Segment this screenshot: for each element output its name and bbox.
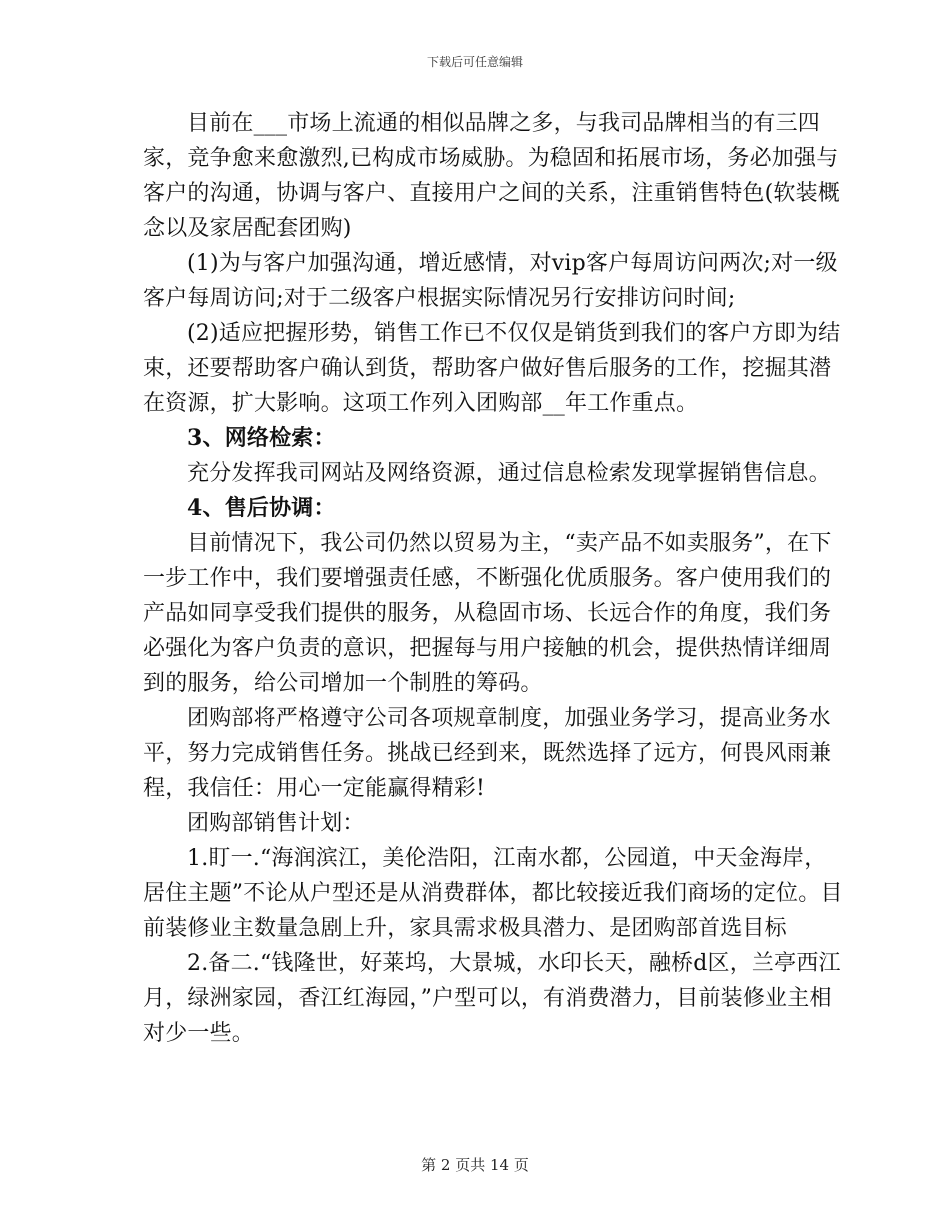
paragraph: 充分发挥我司网站及网络资源，通过信息检索发现掌握销售信息。 [187,461,831,486]
paragraph: 目前情况下，我公司仍然以贸易为主，“卖产品不如卖服务”，在下一步工作中，我们要增强责任感，不断强化优质服务。客户使用我们的产品如同享受我们提供的服务，从稳固市场、长远合作的角度，我们务必强化为客户负责的意识，把握每与用户接触的机会，提供热情详细周到的服务，给公司增加一个制胜的筹码。 [143,531,832,696]
paragraph: 目前在___市场上流通的相似品牌之多，与我司品牌相当的有三四家，竞争愈来愈激烈,已构成市场威胁。为稳固和拓展市场，务必加强与客户的沟通，协调与客户、直接用户之间的关系，注重销售特色(软装概念以及家居配套团购) [143,111,840,241]
page-header: 下载后可任意编辑 [426,55,523,69]
paragraph: (2)适应把握形势，销售工作已不仅仅是销货到我们的客户方即为结束，还要帮助客户确认到货，帮助客户做好售后服务的工作，挖掘其潜在资源，扩大影响。这项工作列入团购部__年工作重点。 [143,321,841,416]
paragraph: 团购部将严格遵守公司各项规章制度，加强业务学习，提高业务水平，努力完成销售任务。挑战已经到来，既然选择了远方，何畏风雨兼程，我信任：用心一定能赢得精彩! [143,706,832,801]
section-heading: 3、网络检索： [187,425,336,451]
paragraph: (1)为与客户加强沟通，增近感情，对vip客户每周访问两次;对一级客户每周访问;对于二级客户根据实际情况另行安排访问时间; [143,251,838,311]
paragraph: 团购部销售计划： [187,811,365,836]
paragraph: 1.盯一.“海润滨江，美伦浩阳，江南水都，公园道，中天金海岸，居住主题”不论从户型还是从消费群体，都比较接近我们商场的定位。目前装修业主数量急剧上升，家具需求极具潜力、是团购部首选目标 [143,846,843,941]
document-body [143,106,843,1051]
section-heading: 4、售后协调： [187,495,336,521]
page-footer: 第 2 页共 14 页 [421,1156,529,1174]
paragraph: 2.备二.“钱隆世，好莱坞，大景城，水印长天，融桥d区，兰亭西江月，绿洲家园，香江红海园，”户型可以，有消费潜力，目前装修业主相对少一些。 [143,951,841,1046]
